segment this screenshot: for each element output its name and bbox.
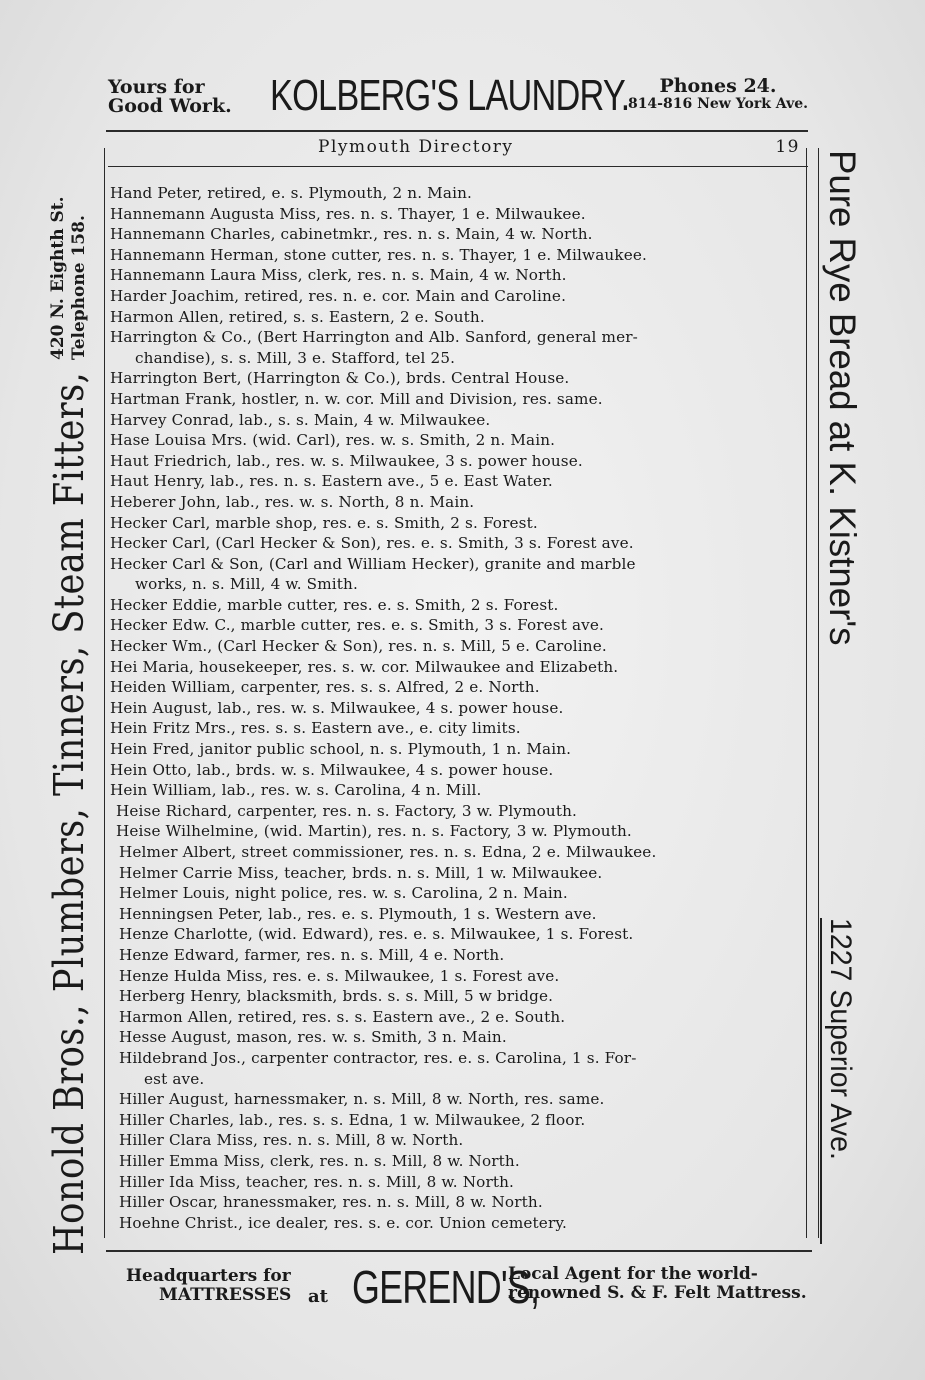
entry-text: Hiller Oscar, hranessmaker, res. n. s. Mill, 8 w. North. — [119, 1193, 543, 1212]
bottom-ad-left-line1: Headquarters for — [126, 1266, 291, 1286]
entry-text: Hildebrand Jos., carpenter contractor, res. e. s. Carolina, 1 s. For- — [119, 1048, 637, 1067]
directory-entry — [110, 286, 810, 307]
entry-text: Hiller Emma Miss, clerk, res. n. s. Mill, 8 w. North. — [119, 1151, 520, 1170]
directory-entry — [110, 1151, 810, 1172]
bottom-ad-right — [508, 1265, 807, 1303]
right-ad-text: Pure Rye Bread at K. Kistner's — [822, 150, 863, 646]
directory-entry — [110, 801, 810, 822]
entry-text: Hecker Carl, marble shop, res. e. s. Smith, 2 s. Forest. — [110, 513, 538, 532]
entry-text: Hannemann Augusta Miss, res. n. s. Thayer, 1 e. Milwaukee. — [110, 204, 586, 223]
directory-entry — [110, 924, 810, 945]
directory-entry — [110, 513, 810, 534]
directory-entry — [110, 986, 810, 1007]
directory-entry — [110, 780, 810, 801]
entry-text: Harmon Allen, retired, s. s. Eastern, 2 e. South. — [110, 307, 485, 326]
entry-text: Harvey Conrad, lab., s. s. Main, 4 w. Milwaukee. — [110, 410, 491, 429]
right-advertisement — [810, 150, 870, 1245]
entry-text: Heise Richard, carpenter, res. n. s. Factory, 3 w. Plymouth. — [116, 801, 578, 820]
entry-text: Henningsen Peter, lab., res. e. s. Plymouth, 1 s. Western ave. — [119, 904, 597, 923]
directory-entry — [110, 739, 810, 760]
entry-text: Hecker Carl, (Carl Hecker & Son), res. e. s. Smith, 3 s. Forest ave. — [110, 534, 634, 553]
directory-entry — [110, 492, 810, 513]
left-ad-telephone: Telephone 158. — [69, 215, 89, 360]
left-ad-address: 420 N. Eighth St. — [48, 196, 68, 360]
directory-entry — [110, 533, 810, 554]
entry-text: Helmer Carrie Miss, teacher, brds. n. s. Mill, 1 w. Milwaukee. — [119, 863, 603, 882]
entry-text: Harrington & Co., (Bert Harrington and Alb. Sanford, general mer- — [110, 328, 638, 347]
directory-entry — [110, 698, 810, 719]
directory-entry — [110, 966, 810, 987]
bottom-ad-right-line1: Local Agent for the world- — [508, 1264, 758, 1284]
entry-continuation: chandise), s. s. Mill, 3 e. Stafford, tel 25. — [135, 348, 456, 367]
entry-text: Helmer Albert, street commissioner, res. n. s. Edna, 2 e. Milwaukee. — [119, 843, 657, 861]
directory-entry — [110, 842, 810, 863]
entry-text: Hiller Clara Miss, res. n. s. Mill, 8 w. North. — [119, 1131, 464, 1150]
directory-entry — [110, 389, 810, 410]
directory-entry — [110, 327, 810, 368]
entry-text: Hein Fred, janitor public school, n. s. Plymouth, 1 n. Main. — [110, 740, 572, 759]
directory-entry — [110, 595, 810, 616]
directory-entry — [110, 1110, 810, 1131]
entry-text: Hoehne Christ., ice dealer, res. s. e. cor. Union cemetery. — [119, 1213, 568, 1232]
top-rule — [106, 130, 808, 132]
entry-text: Hiller August, harnessmaker, n. s. Mill, 8 w. North, res. same. — [119, 1090, 605, 1109]
entry-text: Heberer John, lab., res. w. s. North, 8 n. Main. — [110, 492, 475, 511]
top-ad-slogan-line2: Good Work. — [108, 95, 232, 117]
entry-text: Henze Charlotte, (wid. Edward), res. e. s. Milwaukee, 1 s. Forest. — [119, 925, 634, 944]
entry-continuation: est ave. — [144, 1069, 205, 1088]
entry-text: Hannemann Herman, stone cutter, res. n. s. Thayer, 1 e. Milwaukee. — [110, 245, 647, 264]
bottom-ad-at: at — [308, 1286, 328, 1307]
bottom-advertisement — [120, 1262, 820, 1312]
top-ad-contact — [628, 76, 808, 112]
directory-entry — [110, 636, 810, 657]
top-ad-address: 814-816 New York Ave. — [627, 96, 808, 112]
entry-text: Hesse August, mason, res. w. s. Smith, 3 n. Main. — [119, 1028, 507, 1047]
directory-entry — [110, 1027, 810, 1048]
directory-entry — [110, 1048, 810, 1089]
entry-text: Hecker Eddie, marble cutter, res. e. s. Smith, 2 s. Forest. — [110, 595, 559, 614]
directory-entry — [110, 1007, 810, 1028]
directory-entry — [110, 204, 810, 225]
entry-text: Hein Otto, lab., brds. w. s. Milwaukee, 4 s. power house. — [110, 760, 554, 779]
top-ad-title: KOLBERG'S LAUNDRY. — [270, 71, 630, 120]
entry-text: Herberg Henry, blacksmith, brds. s. s. Mill, 5 w bridge. — [119, 987, 554, 1006]
directory-entry — [110, 224, 810, 245]
left-advertisement — [38, 145, 108, 1255]
top-ad-slogan — [108, 78, 232, 116]
header-rule — [108, 166, 808, 167]
page-number: 19 — [775, 137, 800, 157]
top-ad-slogan-line1: Yours for — [108, 76, 205, 98]
directory-entry — [110, 451, 810, 472]
entry-text: Harder Joachim, retired, res. n. e. cor. Main and Caroline. — [110, 286, 567, 305]
entry-text: Hecker Wm., (Carl Hecker & Son), res. n. s. Mill, 5 e. Caroline. — [110, 637, 607, 656]
bottom-ad-left — [126, 1267, 291, 1305]
directory-entry — [110, 615, 810, 636]
directory-entry — [110, 863, 810, 884]
entry-text: Henze Hulda Miss, res. e. s. Milwaukee, 1 s. Forest ave. — [119, 966, 560, 985]
directory-entry — [110, 760, 810, 781]
directory-entry — [110, 368, 810, 389]
directory-entry — [110, 1192, 810, 1213]
directory-entry — [110, 821, 810, 842]
directory-entry — [110, 471, 810, 492]
directory-entry — [110, 1213, 810, 1234]
directory-entry — [110, 718, 810, 739]
entry-text: Haut Henry, lab., res. n. s. Eastern ave., 5 e. East Water. — [110, 472, 553, 491]
top-advertisement — [100, 72, 810, 122]
entry-text: Hein Fritz Mrs., res. s. s. Eastern ave., e. city limits. — [110, 719, 521, 738]
entry-continuation: works, n. s. Mill, 4 w. Smith. — [135, 575, 358, 594]
entry-text: Heiden William, carpenter, res. s. s. Alfred, 2 e. North. — [110, 678, 540, 697]
bottom-rule — [106, 1250, 812, 1252]
bottom-ad-title: GEREND'S, — [352, 1261, 540, 1313]
directory-entry — [110, 265, 810, 286]
directory-entry — [110, 1172, 810, 1193]
directory-entry — [110, 945, 810, 966]
entry-text: Hein August, lab., res. w. s. Milwaukee, 4 s. power house. — [110, 698, 564, 717]
entry-text: Helmer Louis, night police, res. w. s. Carolina, 2 n. Main. — [119, 884, 568, 903]
entry-text: Haut Friedrich, lab., res. w. s. Milwaukee, 3 s. power house. — [110, 451, 583, 470]
bottom-ad-left-line2: MATTRESSES — [159, 1285, 292, 1305]
directory-entry — [110, 883, 810, 904]
right-ad-address: 1227 Superior Ave. — [824, 918, 857, 1160]
directory-entry — [110, 1130, 810, 1151]
left-ad-contact — [48, 196, 90, 360]
directory-entry — [110, 183, 810, 204]
entry-text: Hei Maria, housekeeper, res. s. w. cor. Milwaukee and Elizabeth. — [110, 657, 619, 676]
entry-text: Hase Louisa Mrs. (wid. Carl), res. w. s. Smith, 2 n. Main. — [110, 431, 556, 450]
directory-entries — [110, 183, 810, 1233]
directory-entry — [110, 430, 810, 451]
directory-entry — [110, 245, 810, 266]
entry-text: Hein William, lab., res. w. s. Carolina, 4 n. Mill. — [110, 781, 482, 800]
entry-text: Hiller Charles, lab., res. s. s. Edna, 1 w. Milwaukee, 2 floor. — [119, 1110, 586, 1129]
entry-text: Heise Wilhelmine, (wid. Martin), res. n. s. Factory, 3 w. Plymouth. — [116, 822, 632, 841]
directory-entry — [110, 1089, 810, 1110]
bottom-ad-right-line2: renowned S. & F. Felt Mattress. — [508, 1283, 807, 1303]
entry-text: Harrington Bert, (Harrington & Co.), brds. Central House. — [110, 369, 570, 388]
directory-entry — [110, 677, 810, 698]
entry-text: Henze Edward, farmer, res. n. s. Mill, 4 e. North. — [119, 945, 505, 964]
entry-text: Hannemann Charles, cabinetmkr., res. n. s. Main, 4 w. North. — [110, 225, 593, 244]
directory-title: Plymouth Directory — [318, 137, 514, 157]
top-ad-phones: Phones 24. — [659, 75, 777, 97]
running-header — [106, 137, 806, 159]
entry-text: Hiller Ida Miss, teacher, res. n. s. Mill, 8 w. North. — [119, 1172, 515, 1191]
directory-entry — [110, 904, 810, 925]
left-ad-text: Honold Bros., Plumbers, Tinners, Steam Fitters, — [45, 371, 93, 1255]
directory-entry — [110, 657, 810, 678]
entry-text: Hecker Edw. C., marble cutter, res. e. s. Smith, 3 s. Forest ave. — [110, 616, 605, 635]
directory-entry — [110, 410, 810, 431]
entry-text: Hecker Carl & Son, (Carl and William Hecker), granite and marble — [110, 554, 636, 573]
directory-entry — [110, 554, 810, 595]
entry-text: Hartman Frank, hostler, n. w. cor. Mill and Division, res. same. — [110, 389, 603, 408]
directory-entry — [110, 307, 810, 328]
entry-text: Hand Peter, retired, e. s. Plymouth, 2 n. Main. — [110, 184, 472, 202]
entry-text: Hannemann Laura Miss, clerk, res. n. s. Main, 4 w. North. — [110, 266, 567, 285]
right-ad-address-underline — [820, 918, 822, 1244]
entry-text: Harmon Allen, retired, res. s. s. Eastern ave., 2 e. South. — [119, 1007, 566, 1026]
